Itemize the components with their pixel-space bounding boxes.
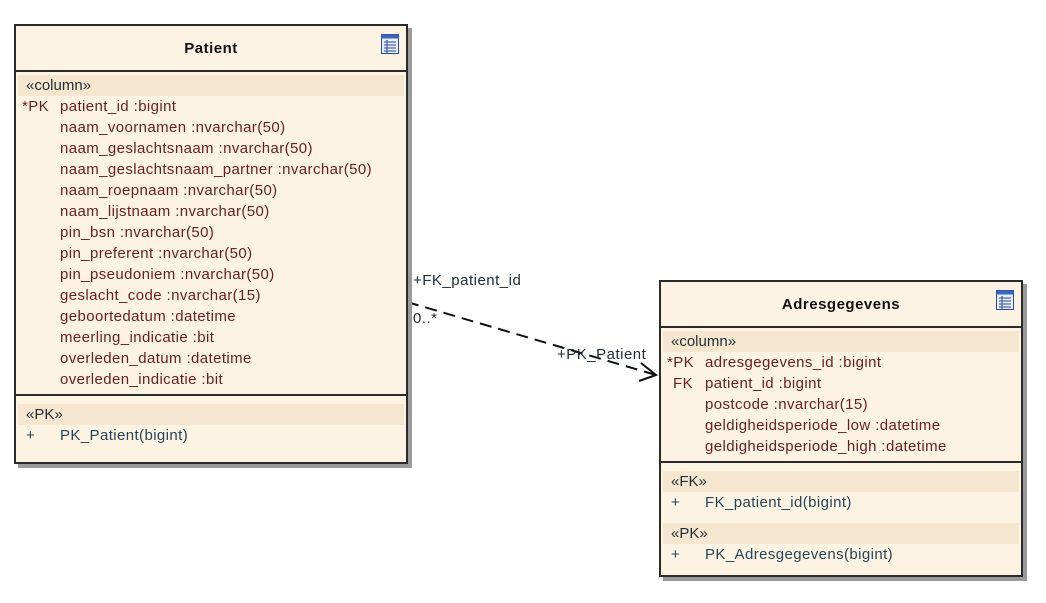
column-row[interactable] xyxy=(16,222,406,243)
key-marker xyxy=(16,327,60,348)
key-marker xyxy=(16,117,60,138)
column-text: pin_pseudoniem :nvarchar(50) xyxy=(60,266,275,283)
column-text: naam_lijstnaam :nvarchar(50) xyxy=(60,203,270,220)
operation-text: FK_patient_id(bigint) xyxy=(705,494,852,511)
adresgegevens-fk-section xyxy=(661,461,1021,517)
column-row[interactable] xyxy=(661,352,1021,373)
entity-title: Adresgegevens xyxy=(781,295,901,313)
visibility-marker: + xyxy=(671,494,681,511)
columns-stereotype: «column» xyxy=(663,331,1019,352)
adresgegevens-columns-section xyxy=(661,328,1021,461)
key-marker xyxy=(661,394,705,415)
operation-row[interactable] xyxy=(661,492,1021,513)
adresgegevens-pk-section xyxy=(661,517,1021,569)
column-row[interactable] xyxy=(661,394,1021,415)
column-text: pin_bsn :nvarchar(50) xyxy=(60,224,215,241)
column-row[interactable] xyxy=(16,96,406,117)
multiplicity-label: 0..* xyxy=(413,310,438,327)
patient-entity-header xyxy=(16,26,406,72)
column-row[interactable] xyxy=(16,306,406,327)
key-marker xyxy=(16,306,60,327)
column-text: geboortedatum :datetime xyxy=(60,308,236,325)
patient-entity[interactable] xyxy=(14,24,408,464)
adresgegevens-entity[interactable] xyxy=(659,280,1023,577)
pk-stereotype: «PK» xyxy=(663,523,1019,544)
column-row[interactable] xyxy=(661,373,1021,394)
adresgegevens-entity-header xyxy=(661,282,1021,328)
column-text: adresgegevens_id :bigint xyxy=(705,354,882,371)
key-marker xyxy=(16,285,60,306)
column-text: geldigheidsperiode_low :datetime xyxy=(705,417,941,434)
key-marker xyxy=(16,369,60,390)
column-text: geslacht_code :nvarchar(15) xyxy=(60,287,261,304)
entity-title: Patient xyxy=(184,39,238,57)
target-role-label: +PK_Patient xyxy=(557,346,647,363)
key-marker: FK xyxy=(673,375,693,392)
column-row[interactable] xyxy=(16,117,406,138)
source-role-label: +FK_patient_id xyxy=(413,272,522,289)
column-text: overleden_datum :datetime xyxy=(60,350,252,367)
column-row[interactable] xyxy=(16,201,406,222)
column-row[interactable] xyxy=(16,285,406,306)
table-icon xyxy=(381,34,399,54)
patient-pk-section xyxy=(16,394,406,450)
key-marker xyxy=(16,201,60,222)
column-text: patient_id :bigint xyxy=(60,98,177,115)
column-row[interactable] xyxy=(661,436,1021,457)
column-row[interactable] xyxy=(16,369,406,390)
operation-text: PK_Adresgegevens(bigint) xyxy=(705,546,894,563)
column-row[interactable] xyxy=(16,348,406,369)
association-dashed-line[interactable] xyxy=(407,302,656,375)
columns-stereotype: «column» xyxy=(18,75,404,96)
column-text: naam_roepnaam :nvarchar(50) xyxy=(60,182,278,199)
key-marker xyxy=(16,264,60,285)
pk-stereotype: «PK» xyxy=(18,404,404,425)
column-text: overleden_indicatie :bit xyxy=(60,371,224,388)
key-marker xyxy=(16,159,60,180)
column-row[interactable] xyxy=(16,264,406,285)
column-row[interactable] xyxy=(16,180,406,201)
visibility-marker: + xyxy=(671,546,681,563)
column-text: naam_geslachtsnaam :nvarchar(50) xyxy=(60,140,313,157)
key-marker: *PK xyxy=(22,98,50,115)
key-marker xyxy=(16,243,60,264)
operation-text: PK_Patient(bigint) xyxy=(60,427,189,444)
fk-stereotype: «FK» xyxy=(663,471,1019,492)
key-marker xyxy=(16,180,60,201)
column-text: pin_preferent :nvarchar(50) xyxy=(60,245,253,262)
operation-row[interactable] xyxy=(661,544,1021,565)
column-row[interactable] xyxy=(16,327,406,348)
column-text: naam_voornamen :nvarchar(50) xyxy=(60,119,286,136)
table-icon xyxy=(996,290,1014,310)
key-marker xyxy=(16,348,60,369)
key-marker xyxy=(16,138,60,159)
column-text: meerling_indicatie :bit xyxy=(60,329,215,346)
visibility-marker: + xyxy=(26,427,36,444)
column-text: postcode :nvarchar(15) xyxy=(705,396,869,413)
column-text: patient_id :bigint xyxy=(705,375,822,392)
column-row[interactable] xyxy=(661,415,1021,436)
key-marker xyxy=(661,415,705,436)
column-row[interactable] xyxy=(16,159,406,180)
key-marker xyxy=(661,436,705,457)
key-marker: *PK xyxy=(667,354,695,371)
column-row[interactable] xyxy=(16,138,406,159)
key-marker xyxy=(16,222,60,243)
column-row[interactable] xyxy=(16,243,406,264)
patient-columns-section xyxy=(16,72,406,394)
operation-row[interactable] xyxy=(16,425,406,446)
column-text: naam_geslachtsnaam_partner :nvarchar(50) xyxy=(60,161,372,178)
column-text: geldigheidsperiode_high :datetime xyxy=(705,438,947,455)
